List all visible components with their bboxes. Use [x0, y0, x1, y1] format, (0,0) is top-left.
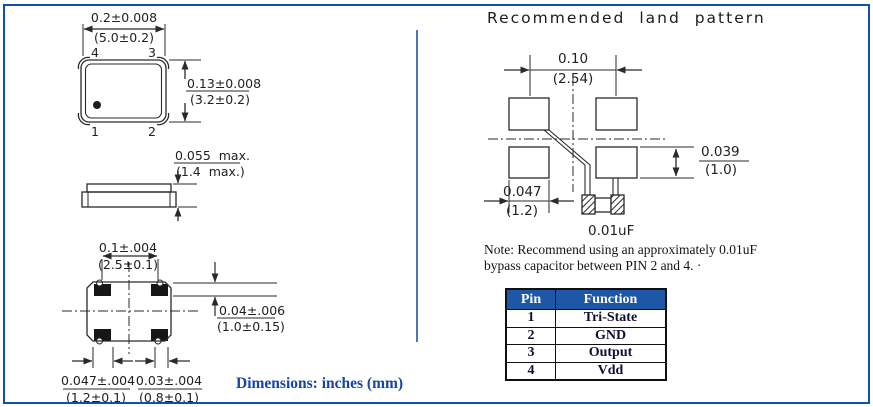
bottomview-padgap-inch: 0.03±.004	[135, 373, 203, 388]
bypass-capacitor	[582, 195, 624, 214]
topview-height-inch: 0.13±0.008	[187, 76, 262, 91]
pin-function: Tri-State	[556, 310, 667, 328]
land-padwidth-mm: (1.2)	[506, 203, 539, 219]
bypass-note-line1: Note: Recommend using an approximately 0.01uF	[484, 242, 757, 257]
bottomview-pitch-mm: (2.5±0.1)	[98, 257, 158, 272]
bottomview-padwidth-mm: (1.2±0.1)	[66, 390, 126, 405]
pin-function: GND	[556, 327, 667, 345]
pin-label-1: 1	[91, 124, 99, 139]
table-header-pin: Pin	[506, 289, 556, 310]
bypass-trace	[544, 130, 618, 195]
bottomview-padheight-mm: (1.0±0.15)	[217, 319, 285, 334]
bottomview-padwidth-inch: 0.047±.004	[61, 373, 136, 388]
land-pad	[596, 147, 637, 178]
pin1-marker-dot	[93, 101, 101, 109]
table-row	[506, 327, 666, 345]
land-pitch-inch: 0.10	[557, 51, 589, 67]
bottomview-padgap-mm: (0.8±0.1)	[139, 390, 199, 405]
land-pad	[509, 147, 549, 178]
land-padheight-inch: 0.039	[701, 144, 740, 160]
bypass-note-line2: bypass capacitor between PIN 2 and 4. ·	[484, 258, 702, 273]
pin-function: Output	[556, 345, 667, 363]
table-row	[506, 345, 666, 363]
bottomview-pitch-inch: 0.1±.004	[98, 240, 158, 255]
pin-number: 3	[506, 345, 556, 363]
table-header-function: Function	[556, 289, 667, 310]
land-padheight-mm: (1.0)	[705, 162, 738, 178]
bottom-pad	[94, 284, 111, 296]
pin-number: 1	[506, 310, 556, 328]
pin-label-2: 2	[148, 124, 156, 139]
table-header-row	[506, 289, 666, 310]
pin-function-table	[505, 288, 667, 381]
pin-label-4: 4	[91, 45, 99, 60]
centerlines	[488, 76, 668, 192]
sideview-height-inch: 0.055 max.	[175, 148, 250, 163]
land-pattern-title: Recommended land pattern	[487, 9, 766, 27]
pin-number: 4	[506, 362, 556, 380]
land-padwidth-inch: 0.047	[503, 184, 542, 200]
topview-width-inch: 0.2±0.008	[90, 10, 158, 25]
table-row	[506, 310, 666, 328]
topview-width-mm: (5.0±0.2)	[94, 30, 154, 45]
land-pitch-mm: (2.54)	[552, 71, 594, 87]
land-pad	[596, 98, 637, 130]
topview-height-mm: (3.2±0.2)	[190, 92, 250, 107]
table-row	[506, 362, 666, 380]
pin-function: Vdd	[556, 362, 667, 380]
pin-label-3: 3	[148, 45, 156, 60]
centerlines	[62, 262, 200, 354]
pin-number: 2	[506, 327, 556, 345]
capacitor-value-label: 0.01uF	[588, 223, 635, 239]
bottomview-padheight-inch: 0.04±.006	[219, 303, 286, 318]
land-pad	[509, 98, 549, 130]
sideview-height-mm: (1.4 max.)	[176, 164, 245, 179]
dimensions-units-note: Dimensions: inches (mm)	[236, 375, 404, 392]
